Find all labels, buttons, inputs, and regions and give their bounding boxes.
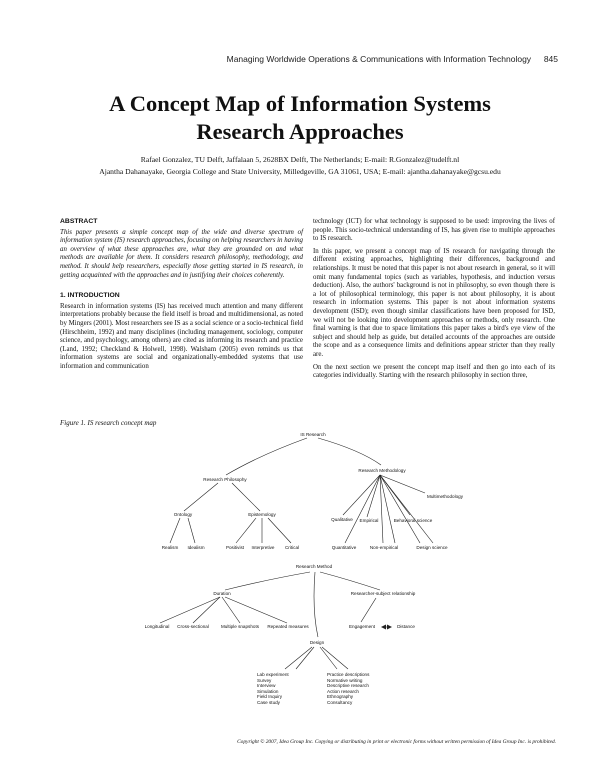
node-researcher-subject-relationship: Researcher-subject relationship: [350, 591, 416, 596]
design-method-item: Case study: [257, 699, 280, 705]
design-method-item: Ethnography: [327, 694, 354, 700]
design-methods-right: [327, 672, 369, 706]
node-design-science: Design science: [416, 545, 448, 550]
design-method-item: Interview: [257, 683, 276, 689]
node-interpretive: Interpretive: [251, 545, 275, 550]
node-critical: Critical: [284, 545, 300, 550]
journal-title: Managing Worldwide Operations & Communications with Information Technology: [226, 54, 532, 64]
title-line-2: Research Approaches: [196, 119, 404, 144]
node-distance: Distance: [397, 624, 415, 629]
node-epistemology: Epistemology: [248, 512, 276, 517]
node-research-philosophy: Research Philosophy: [203, 477, 247, 482]
node-qualitative: Qualitative: [331, 517, 353, 522]
copyright-footer: Copyright © 2007, Idea Group Inc. Copying or distributing in print or electronic forms without written permission of Idea Group Inc. is prohibited.: [237, 739, 556, 745]
page-number: 845: [543, 54, 558, 64]
edge-methodology-x2: [380, 475, 420, 543]
abstract-heading: ABSTRACT: [60, 218, 98, 225]
edge-relationship-engagement: [361, 598, 376, 622]
node-positivist: Positivist: [225, 545, 245, 550]
node-research-methodology: Research Methodology: [358, 468, 406, 473]
edge-epistemology-positivist: [236, 518, 256, 543]
node-realism: Realism: [161, 545, 179, 550]
edge-philosophy-ontology: [184, 483, 218, 511]
figure-caption: Figure 1. IS research concept map: [60, 419, 157, 427]
edge-duration-crosssectional: [193, 597, 220, 623]
edge-duration-longitudinal: [160, 597, 220, 623]
node-cross-sectional: Cross-sectional: [177, 624, 209, 629]
node-multimethodology: Multimethodology: [427, 494, 464, 499]
design-method-item: Lab experiment: [257, 672, 289, 677]
node-design: Design: [309, 640, 325, 645]
node-is-research: IS Research: [300, 432, 326, 437]
edge-epistemology-critical: [268, 518, 291, 543]
node-longitudinal: Longitudinal: [144, 624, 170, 629]
author-2: Ajantha Dahanayake, Georgia College and State University, Milledgeville, GA 31061, USA; E-mail: ajantha.dahanayake@gcsu.edu: [99, 167, 501, 176]
edge-design-right-2: [322, 647, 348, 669]
edge-philosophy-epistemology: [232, 483, 260, 511]
node-non-empirical: Non-empirical: [369, 545, 399, 550]
intro-heading: 1. INTRODUCTION: [60, 292, 120, 300]
edge-methodology-quantitative: [345, 475, 380, 543]
edge-root-methodology: [318, 438, 381, 465]
design-method-item: Survey: [257, 677, 272, 683]
edge-method-duration: [225, 572, 310, 590]
node-ontology: Ontology: [173, 512, 193, 517]
title-line-1: A Concept Map of Information Systems: [109, 91, 491, 116]
node-multiple-snapshots: Multiple snapshots: [220, 624, 260, 629]
edge-ontology-realism: [170, 518, 180, 543]
node-idealism: Idealism: [187, 545, 205, 550]
node-research-method: Research Method: [295, 564, 333, 569]
edge-ontology-idealism: [188, 518, 195, 543]
right-paragraph-2: In this paper, we present a concept map of IS research for navigating through the different existing approaches, highlighting their differences, background and relationships. It must be noted that this paper is not about research in general, so it will omit many fundamental topics (such as variables, hypothesis, and induction versus deduction). Also, the authors' background is not in philosophy, so even though there is a lot of philosophical terminology, this paper is not about philosophy, it is about research in information systems. This paper is not about information systems development (ISD); even though similar classifications have been proposed for ISD, we will not be looking into development approaches or methods, only research. One final warning is that due to space limitations this paper takes a bird's eye view of the subject and should help as guide, but detailed accounts of the approaches are outside the scope and as a consequence limits and definitions appear stricter than they really are.: [313, 247, 555, 358]
design-methods-left: [257, 672, 289, 706]
node-repeated-measures: Repeated measures: [267, 624, 309, 629]
edge-design-right-1: [320, 647, 337, 669]
design-method-item: Consultancy: [327, 699, 353, 705]
design-method-item: Simulation: [257, 688, 279, 694]
right-paragraph-3: On the next section we present the concept map itself and then go into each of its categories individually. Starting with the research philosophy in section three,: [313, 363, 555, 380]
node-duration: Duration: [213, 591, 231, 596]
author-1: Rafael Gonzalez, TU Delft, Jaffalaan 5, 2628BX Delft, The Netherlands; E-mail: R.Gonzalez@tudelft.nl: [140, 155, 460, 164]
right-paragraph-1: technology (ICT) for what technology is supposed to be used: improving the lives of people. This socio-technical understanding of IS, has given rise to multiple approaches to IS research.: [313, 218, 555, 243]
design-method-item: Normative writing: [327, 677, 363, 683]
abstract-text: This paper presents a simple concept map of the wide and diverse spectrum of information system (IS) research approaches, focusing on helping researchers in having an overview of what these approaches are, what they are grounded on and what methods are available for them. It considers research philosophy, methodology, and method. It should help researchers, especially those getting started in IS research, in getting acquainted with the approaches and in justifying their choices coherently.: [60, 228, 303, 279]
arrow-head-right: [387, 625, 392, 630]
edge-root-philosophy: [226, 438, 307, 475]
design-method-item: Descriptive research: [327, 683, 369, 689]
edge-duration-repeatedmeasures: [225, 597, 287, 623]
intro-text: Research in information systems (IS) has received much attention and many different interpretations probably because the field itself is broad and multidimensional, as noted by Mingers (2001). Most researchers see IS as a social science or a socio-technical field (Hirschheim, 1992) and many disciplines (including management, sociology, computer science, and psychology, among others) are cited as informing its research and practice (Land, 1992; Checkland & Holwell, 1998). Walsham (2005) even reminds us that information systems are social and organizationally-embedded systems that use information and communication: [60, 302, 303, 370]
edge-method-design: [314, 572, 318, 637]
edge-method-relationship: [320, 572, 380, 590]
node-behavioral-science: Behavioral science: [393, 518, 433, 523]
edge-methodology-design: [380, 475, 433, 543]
node-empirical: Empirical: [359, 518, 379, 523]
edge-methodology-qualitative: [343, 475, 380, 515]
node-quantitative: Quantitative: [331, 545, 357, 550]
arrow-head-left: [381, 625, 386, 630]
node-engagement: Engagement: [348, 624, 376, 629]
design-method-item: Practice descriptions: [327, 672, 370, 677]
design-method-item: Action research: [327, 688, 359, 694]
edge-duration-multiplesnapshots: [222, 597, 240, 623]
design-method-item: Field Inquiry: [257, 694, 283, 700]
